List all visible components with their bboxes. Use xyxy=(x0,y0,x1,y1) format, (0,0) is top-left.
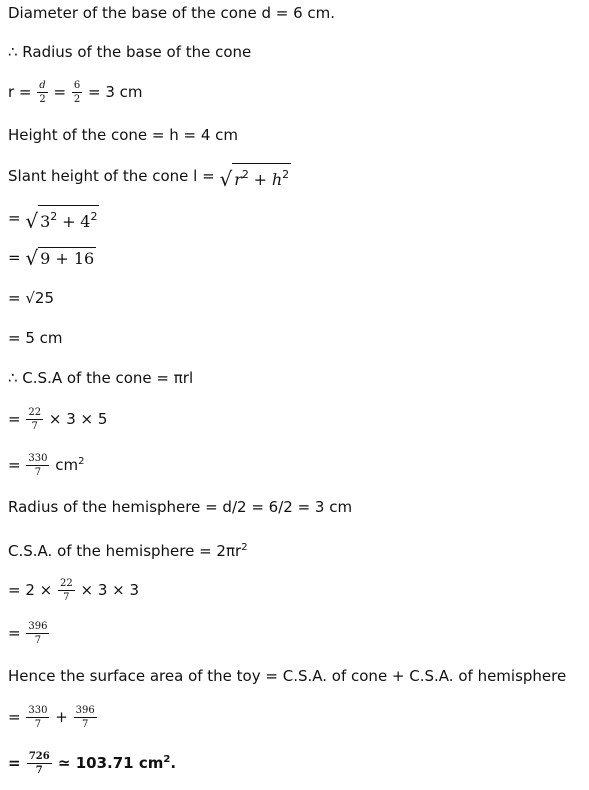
height-line: Height of the cone = h = 4 cm xyxy=(8,126,239,144)
csa-hemisphere-text: C.S.A. of the hemisphere = 2πr xyxy=(8,542,242,560)
radical-32-42 xyxy=(25,205,99,232)
final-answer-line xyxy=(8,750,176,776)
fraction-396-over-7 xyxy=(74,705,97,730)
fraction-denominator: 7 xyxy=(63,592,70,603)
fraction-denominator: 7 xyxy=(81,719,89,730)
slant-height-prefix: Slant height of the cone l = xyxy=(8,167,215,185)
fraction-726-over-7 xyxy=(27,751,52,776)
fraction-numerator: 330 xyxy=(28,705,48,716)
fraction-denominator: 2 xyxy=(73,94,81,105)
csa-hemisphere-result-line xyxy=(8,621,50,646)
slant-substitution-line xyxy=(8,205,99,232)
csa-hemisphere-substitution-line xyxy=(8,578,139,603)
hemisphere-radius-line: Radius of the hemisphere = d/2 = 6/2 = 3 cm xyxy=(8,498,353,516)
radicand: 9 + 16 xyxy=(40,249,95,268)
csa-cone-substitution-line xyxy=(8,407,107,432)
slant-result-line: = 5 cm xyxy=(8,329,63,347)
multiplication-terms: × 3 × 5 xyxy=(48,410,108,428)
fraction-numerator: 396 xyxy=(75,705,95,716)
plus-sign: + xyxy=(55,708,68,726)
csa-cone-result-line xyxy=(8,452,84,478)
final-unit-exponent: 2 xyxy=(163,754,171,765)
radical-9-16 xyxy=(25,247,96,269)
slant-height-line xyxy=(8,163,291,190)
radius-intro-line: ∴ Radius of the base of the cone xyxy=(8,43,252,61)
equals-sign: = xyxy=(53,83,67,101)
equals-prefix: = xyxy=(8,624,21,642)
fraction-denominator: 7 xyxy=(35,765,43,776)
sqrt-25-line: = √25 xyxy=(8,289,54,307)
fraction-22-over-7 xyxy=(58,578,75,603)
fraction-396-over-7 xyxy=(26,621,49,646)
fraction-denominator: 7 xyxy=(31,421,38,432)
approx-sign: ≃ xyxy=(57,754,71,772)
fraction-6-over-2 xyxy=(72,80,82,105)
unit: cm xyxy=(55,456,79,474)
csa-hemisphere-formula-line xyxy=(8,538,248,561)
unit-exponent: 2 xyxy=(78,456,85,467)
sqrt-sign: √ xyxy=(25,246,39,270)
fraction-denominator: 7 xyxy=(34,719,42,730)
equals-prefix: = xyxy=(8,456,21,474)
equals-prefix: = xyxy=(8,209,21,227)
sqrt-sign: √ xyxy=(25,209,39,233)
diameter-line: Diameter of the base of the cone d = 6 cm. xyxy=(8,4,336,22)
total-surface-area-line: Hence the surface area of the toy = C.S.A. of cone + C.S.A. of hemisphere xyxy=(8,667,567,685)
equals-prefix: = xyxy=(8,708,21,726)
equals-prefix: = xyxy=(8,754,21,772)
equals-prefix: = xyxy=(8,410,21,428)
fraction-22-over-7 xyxy=(26,407,43,432)
fraction-denominator: 7 xyxy=(34,467,42,478)
fraction-numerator: 22 xyxy=(60,578,73,589)
fraction-denominator: 7 xyxy=(34,635,42,646)
formula-exponent: 2 xyxy=(241,542,248,553)
fraction-numerator: 22 xyxy=(28,407,42,418)
fraction-330-over-7 xyxy=(26,453,49,478)
final-value: 103.71 cm xyxy=(75,754,164,772)
fraction-330-over-7 xyxy=(26,705,49,730)
fraction-numerator: 726 xyxy=(28,751,50,762)
sum-of-fractions-line xyxy=(8,705,98,730)
radius-calc-result: = 3 cm xyxy=(88,83,143,101)
fraction-numerator: 396 xyxy=(28,621,48,632)
radius-calc-prefix: r = xyxy=(8,83,32,101)
radicand: $r^2 + h^2$ xyxy=(232,163,291,190)
final-period: . xyxy=(170,754,177,772)
equals-prefix: = xyxy=(8,248,21,267)
fraction-numerator: 6 xyxy=(73,80,81,91)
fraction-d-over-2 xyxy=(37,80,47,105)
multiplication-terms: × 3 × 3 xyxy=(80,581,140,599)
multiplier-prefix: = 2 × xyxy=(8,581,53,599)
csa-cone-formula-line: ∴ C.S.A of the cone = πrl xyxy=(8,369,194,387)
radical-r2-h2 xyxy=(219,163,291,190)
radicand: $3^2 + 4^2$ xyxy=(38,205,99,232)
slant-sum-line xyxy=(8,247,96,269)
radius-calc-line xyxy=(8,80,143,105)
fraction-numerator: 330 xyxy=(28,453,48,464)
fraction-denominator: 2 xyxy=(39,94,46,105)
fraction-numerator: d xyxy=(39,80,46,91)
sqrt-sign: √ xyxy=(219,167,233,191)
